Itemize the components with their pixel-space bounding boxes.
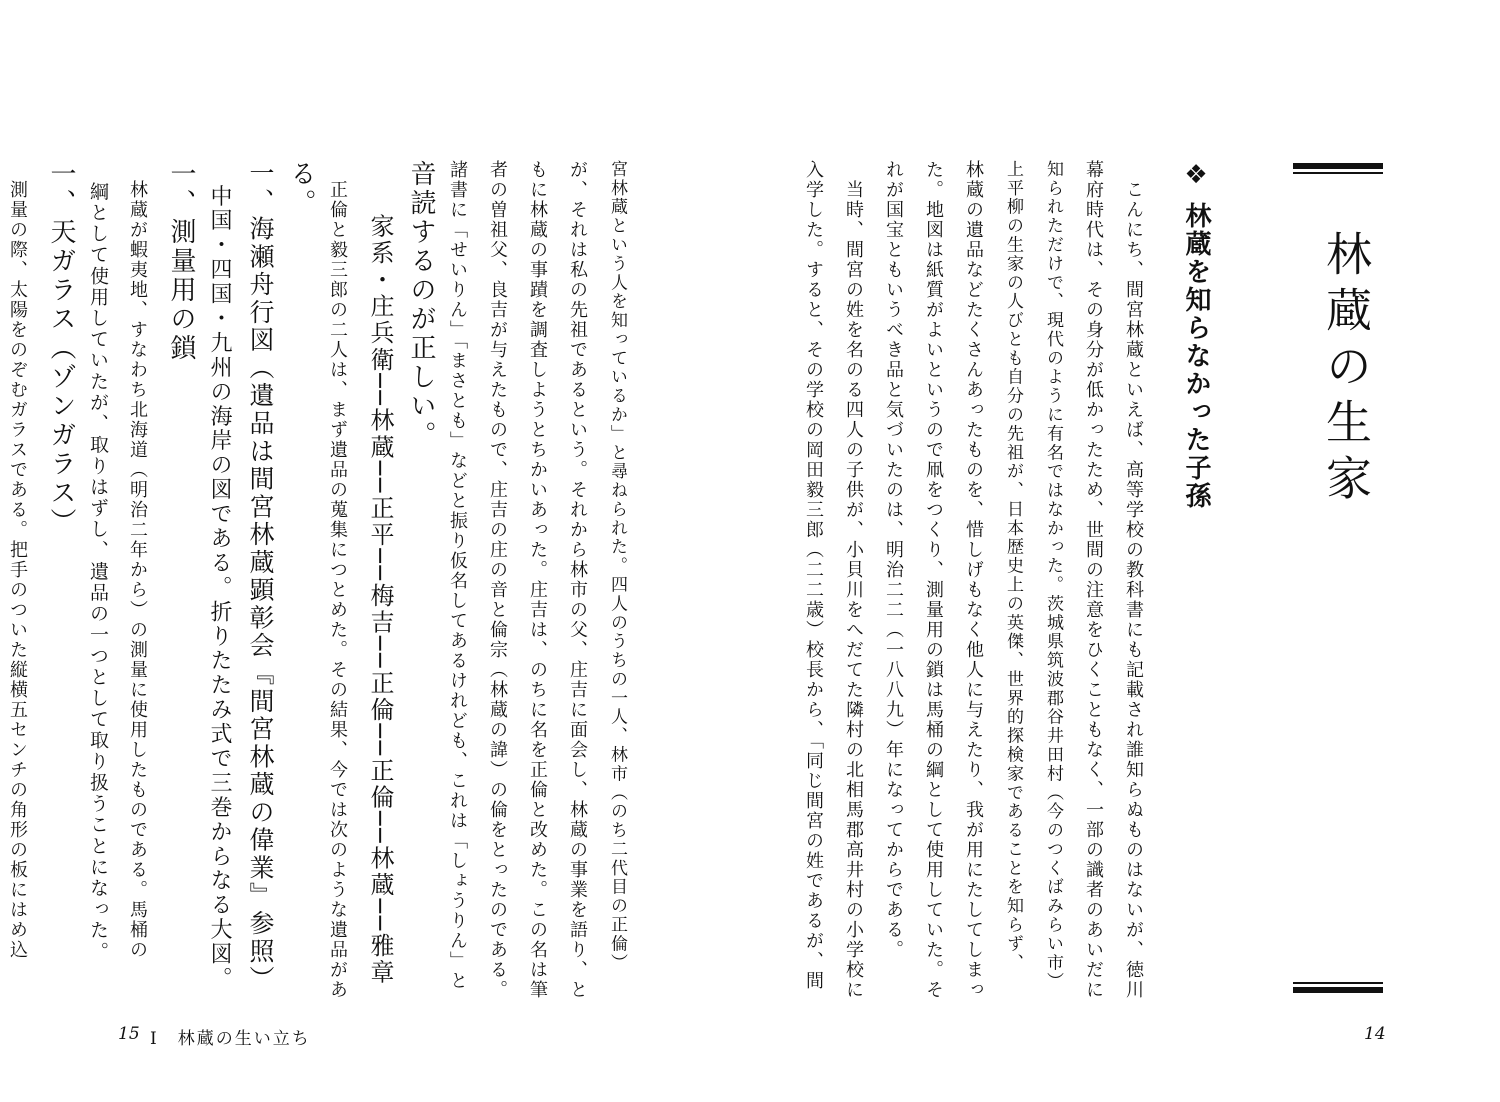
body-line: 宮林蔵という人を知っているか」と尋ねられた。四人のうちの一人、林市（のち二代目の正倫） [607, 160, 627, 973]
body-line: 知られただけで、現代のように有名ではなかった。茨城県筑波郡谷井田村（今のつくばみらい市） [1043, 160, 1063, 992]
body-line: 者の曽祖父、良吉が与えたもので、庄吉の庄の音と倫宗（林蔵の諱）の倫をとったのである。 [487, 160, 508, 1000]
diamond-icon: ❖ [1181, 160, 1211, 192]
body-line: 林蔵の遺品などたくさんあったものを、惜しげもなく他人に与えたり、我が用にたしてしまっ [963, 160, 984, 1000]
section-heading-text: 林蔵を知らなかった子孫 [1181, 202, 1211, 510]
list-item-description: 測量の際、太陽をのぞむガラスである。把手のついた縦横五センチの角形の板にはめ込 [7, 160, 28, 960]
body-line: れが国宝ともいうべき品と気づいたのは、明治二二（一八八九）年になってからである。 [883, 160, 904, 960]
body-line: 上平柳の生家の人びとも自分の先祖が、日本歴史上の英傑、世界的探検家であることを知らず、 [1003, 160, 1023, 973]
list-item: 一、海瀬舟行図（遺品は間宮林蔵顕彰会『間宮林蔵の偉業』参照） [246, 160, 275, 994]
body-line: 当時、間宮の姓を名のる四人の子供が、小貝川をへだてた隣村の北相馬郡高井村の小学校に [843, 160, 864, 1000]
genealogy-line: 家系・庄兵衛──林蔵──正平──梅吉──正倫──正倫──林蔵──雅章 [366, 160, 394, 987]
body-line: る。 [286, 160, 316, 218]
body-line: 正倫と毅三郎の二人は、まず遺品の蒐集につとめた。その結果、今では次のような遺品があ [327, 160, 348, 1000]
body-line: 諸書に「せいりん」「まさとも」などと振り仮名してあるけれども、これは「しょうりん」と [447, 160, 468, 991]
body-line: 入学した。すると、その学校の岡田毅三郎（二二歳）校長から、「同じ間宮の姓であるが、間 [803, 160, 824, 991]
body-line: もに林蔵の事蹟を調査しようとちかいあった。庄吉は、のちに名を正倫と改めた。この名は筆 [527, 160, 548, 1000]
title-rule-bottom [1293, 982, 1383, 993]
list-item: 一、測量用の鎖 [166, 160, 196, 363]
body-line: が、それは私の先祖であるという。それから林市の父、庄吉に面会し、林蔵の事業を語り、と [567, 160, 588, 1000]
list-item-description: 中国・四国・九州の海岸の図である。折りたたみ式で三巻からなる大図。 [207, 160, 232, 992]
running-head: I 林蔵の生い立ち [150, 1029, 311, 1049]
list-item: 一、天ガラス（ゾンガラス） [46, 160, 76, 537]
page-number-right: 14 [1364, 1024, 1386, 1044]
title-rule-top [1293, 163, 1383, 174]
body-line: た。地図は紙質がよいというので凧をつくり、測量用の鎖は馬桶の綱として使用していた。そ [923, 160, 944, 1000]
body-line: 幕府時代は、その身分が低かったため、世間の注意をひくこともなく、一部の識者のあいだに [1083, 160, 1104, 1000]
page-number-left: 15 [118, 1024, 140, 1044]
body-line: こんにち、間宮林蔵といえば、高等学校の教科書にも記載され誰知らぬものはないが、徳川 [1123, 160, 1144, 1000]
body-line: 音読するのが正しい。 [406, 160, 436, 450]
list-item-description: 綱として使用していたが、取りはずし、遺品の一つとして取り扱うことになった。 [87, 160, 109, 963]
chapter-title: 林蔵の生家 [1319, 230, 1373, 510]
list-item-description: 林蔵が蝦夷地、すなわち北海道（明治二年から）の測量に使用したものである。馬桶の [127, 160, 148, 960]
section-heading [1178, 160, 1215, 510]
